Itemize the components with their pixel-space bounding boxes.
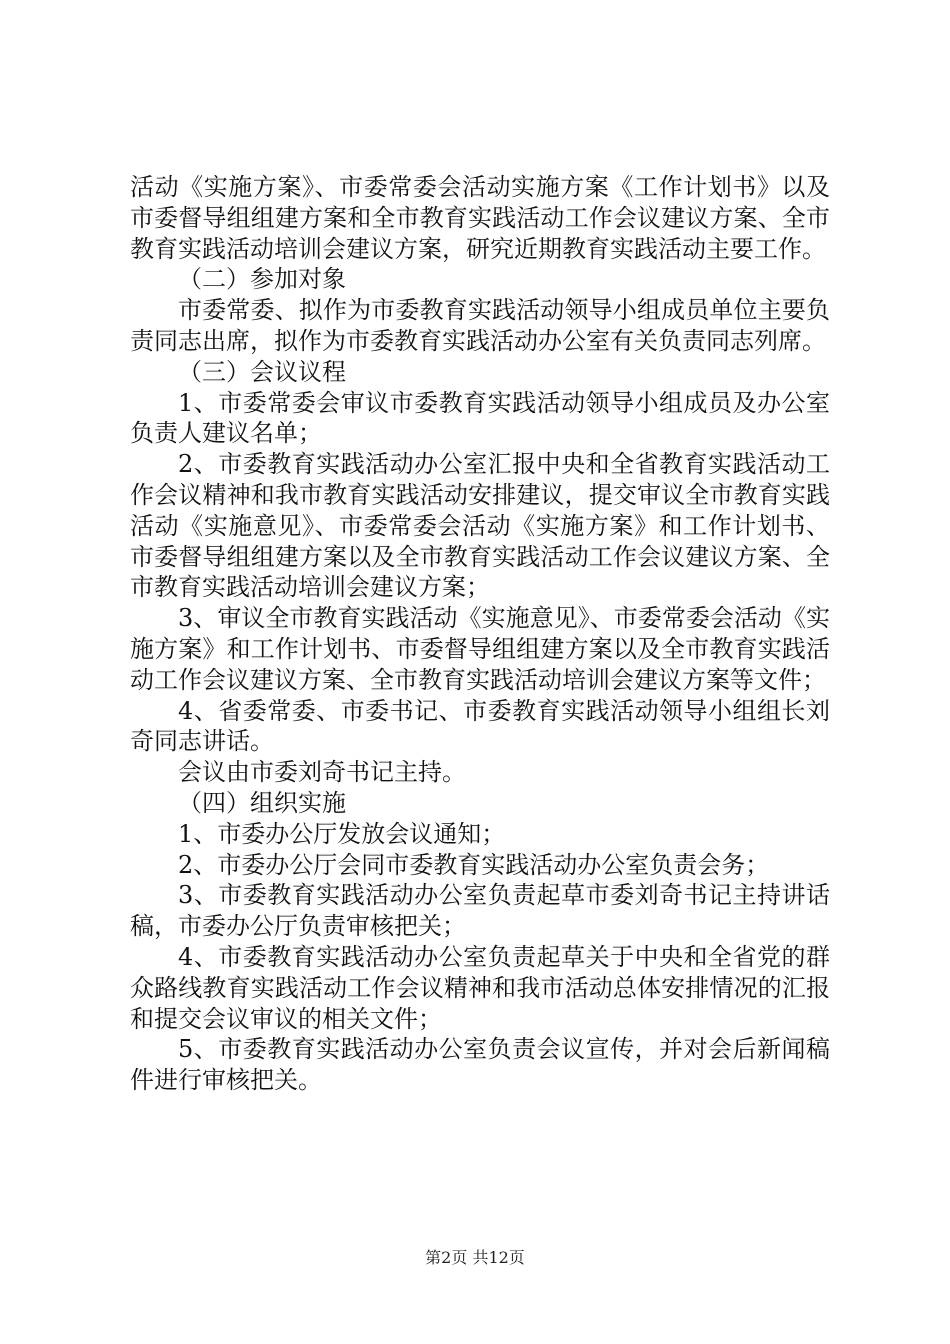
paragraph-host: 会议由市委刘奇书记主持。 xyxy=(178,758,466,787)
implementation-item-3: 3、市委教育实践活动办公室负责起草市委刘奇书记主持讲话稿，市委办公厅负责审核把关； xyxy=(130,881,830,941)
paragraph-participants: 市委常委、拟作为市委教育实践活动领导小组成员单位主要负责同志出席，拟作为市委教育实践活动办公室有关负责同志列席。 xyxy=(130,296,830,355)
implementation-item-5: 5、市委教育实践活动办公室负责会议宣传，并对会后新闻稿件进行审核把关。 xyxy=(130,1035,830,1095)
agenda-item-4: 4、省委常委、市委书记、市委教育实践活动领导小组组长刘奇同志讲话。 xyxy=(130,696,830,756)
section-heading-participants: （二）参加对象 xyxy=(178,265,346,294)
agenda-item-3: 3、审议全市教育实践活动《实施意见》、市委常委会活动《实施方案》和工作计划书、市委督导组组建方案以及全市教育实践活动工作会议建议方案、全市教育实践活动培训会建议方案等文件； xyxy=(130,604,830,694)
implementation-item-2: 2、市委办公厅会同市委教育实践活动办公室负责会务； xyxy=(178,850,770,879)
implementation-item-4: 4、市委教育实践活动办公室负责起草关于中央和全省党的群众路线教育实践活动工作会议精神和我市活动总体安排情况的汇报和提交会议审议的相关文件； xyxy=(130,942,830,1033)
paragraph-continued: 活动《实施方案》、市委常委会活动实施方案《工作计划书》以及市委督导组组建方案和全市教育实践活动工作会议建议方案、全市教育实践活动培训会建议方案，研究近期教育实践活动主要工作。 xyxy=(130,173,830,263)
document-body xyxy=(130,172,830,1096)
page-number-footer: 第2页 共12页 xyxy=(425,1248,525,1267)
agenda-item-2: 2、市委教育实践活动办公室汇报中央和全省教育实践活动工作会议精神和我市教育实践活动安排建议，提交审议全市教育实践活动《实施意见》、市委常委会活动《实施方案》和工作计划书、市委督导组组建方案以及全市教育实践活动工作会议建议方案、全市教育实践活动培训会建议方案； xyxy=(130,450,830,602)
section-heading-agenda: （三）会议议程 xyxy=(178,357,346,386)
agenda-item-1: 1、市委常委会审议市委教育实践活动领导小组成员及办公室负责人建议名单； xyxy=(130,388,830,448)
implementation-item-1: 1、市委办公厅发放会议通知； xyxy=(178,819,506,848)
section-heading-implementation: （四）组织实施 xyxy=(178,788,346,817)
